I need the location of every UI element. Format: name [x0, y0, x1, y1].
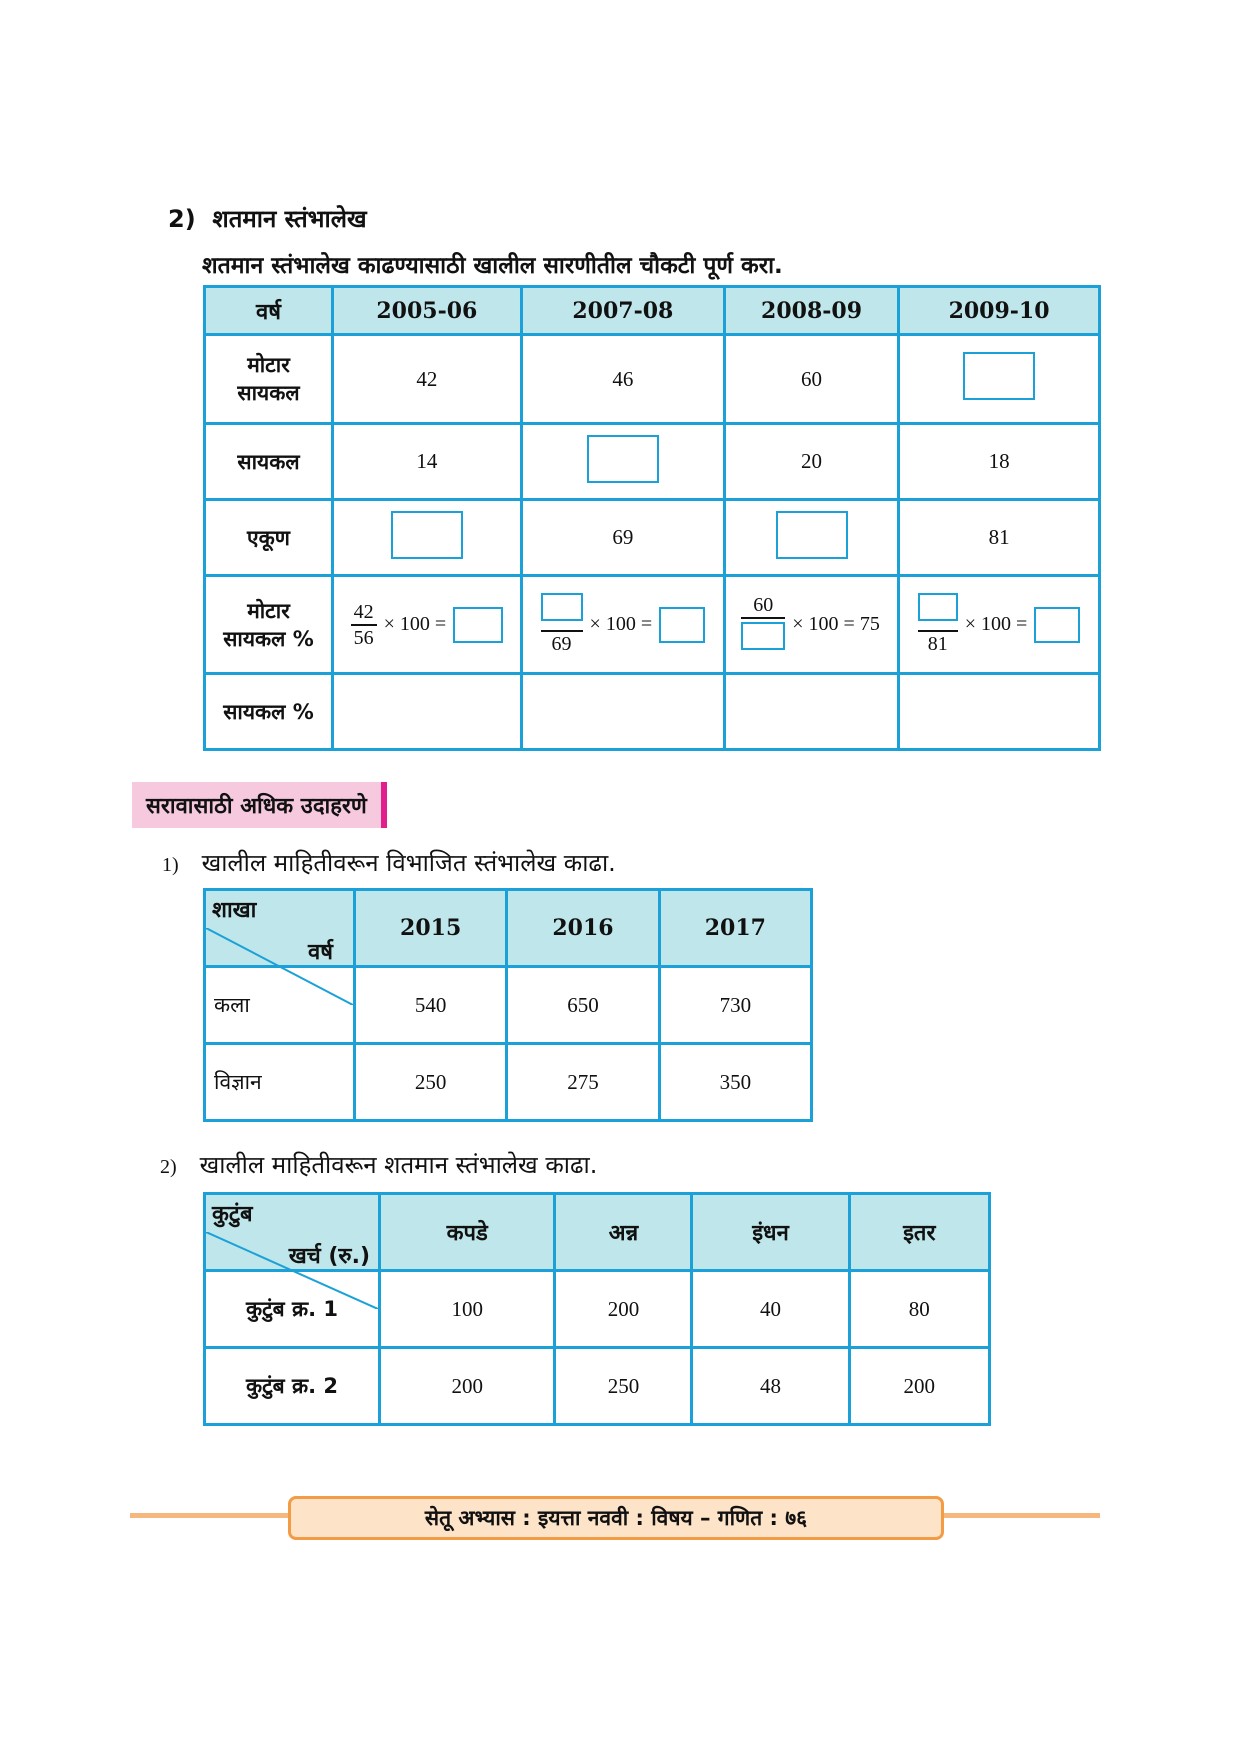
corner-bottom-label: शाखा [212, 898, 257, 923]
cell-blank [521, 424, 724, 500]
answer-box[interactable] [659, 607, 705, 643]
answer-box[interactable] [541, 593, 583, 621]
corner-top-label: वर्ष [308, 940, 333, 965]
question-text: खालील माहितीवरून शतमान स्तंभालेख काढा. [199, 1151, 598, 1179]
answer-box[interactable] [918, 593, 958, 621]
corner-cell [205, 1194, 380, 1271]
cell-formula: 60 × 100 = 75 [724, 576, 898, 674]
answer-box[interactable] [776, 511, 848, 559]
header-2005-06: 2005-06 [333, 287, 522, 335]
fraction: 60 [741, 593, 785, 656]
row-label-total: एकूण [205, 500, 333, 576]
table-header-row [205, 1194, 990, 1271]
table-row [205, 335, 1100, 424]
corner-bottom-label: कुटुंब [212, 1202, 253, 1227]
cell-value: 200 [380, 1348, 555, 1425]
cell-value: 350 [659, 1044, 811, 1121]
answer-box[interactable] [1034, 607, 1080, 643]
cell-blank [724, 500, 898, 576]
row-label-cycle-pct: सायकल % [205, 674, 333, 750]
cell-value: 250 [555, 1348, 692, 1425]
cell-value: 100 [380, 1271, 555, 1348]
header-fuel: इंधन [692, 1194, 849, 1271]
fraction: 69 [541, 593, 583, 656]
percentage-table [203, 285, 1101, 751]
answer-box[interactable] [741, 622, 785, 650]
header-clothes: कपडे [380, 1194, 555, 1271]
table-row [205, 674, 1100, 750]
cell-blank[interactable] [724, 674, 898, 750]
header-other: इतर [849, 1194, 989, 1271]
row-label: कुटुंब क्र. 1 [205, 1271, 380, 1348]
row-label: कला [205, 967, 355, 1044]
row-label: विज्ञान [205, 1044, 355, 1121]
cell-value: 40 [692, 1271, 849, 1348]
cell-blank[interactable] [333, 674, 522, 750]
practice-badge: सरावासाठी अधिक उदाहरणे [132, 782, 387, 828]
cell-value: 14 [333, 424, 522, 500]
cell-value: 80 [849, 1271, 989, 1348]
question-text: खालील माहितीवरून विभाजित स्तंभालेख काढा. [201, 849, 616, 877]
table-row [205, 1044, 812, 1121]
row-label-motorcycle-pct: मोटार सायकल % [205, 576, 333, 674]
cell-formula: 69 × 100 = [521, 576, 724, 674]
cell-value: 18 [899, 424, 1100, 500]
cell-value: 46 [521, 335, 724, 424]
table-header-row [205, 287, 1100, 335]
section-instruction: शतमान स्तंभालेख काढण्यासाठी खालील सारणीतील चौकटी पूर्ण करा. [202, 253, 783, 279]
cell-value: 730 [659, 967, 811, 1044]
row-label-motorcycle: मोटार सायकल [205, 335, 333, 424]
branch-table [203, 888, 813, 1122]
table-row [205, 1348, 990, 1425]
header-2009-10: 2009-10 [899, 287, 1100, 335]
question-1 [162, 846, 616, 879]
table-row [205, 500, 1100, 576]
cell-blank [333, 500, 522, 576]
row-label-cycle: सायकल [205, 424, 333, 500]
cell-blank[interactable] [521, 674, 724, 750]
cell-formula: $\frac{42}{56}$ × 100 = [333, 576, 522, 674]
fraction: 81 [918, 593, 958, 656]
cell-value: 69 [521, 500, 724, 576]
cell-value: 540 [355, 967, 507, 1044]
cell-blank[interactable] [899, 674, 1100, 750]
expense-table [203, 1192, 991, 1426]
question-number: 2) [160, 1156, 177, 1178]
header-year-label: वर्ष [205, 287, 333, 335]
answer-box[interactable] [963, 352, 1035, 400]
question-number: 1) [162, 854, 179, 876]
cell-blank [899, 335, 1100, 424]
corner-top-label: खर्च (रु.) [288, 1244, 370, 1269]
cell-value: 20 [724, 424, 898, 500]
answer-box[interactable] [587, 435, 659, 483]
cell-value: 60 [724, 335, 898, 424]
header-2007-08: 2007-08 [521, 287, 724, 335]
footer-banner: सेतू अभ्यास : इयत्ता नववी : विषय – गणित : ७६ [288, 1496, 944, 1540]
cell-formula: 81 × 100 = [899, 576, 1100, 674]
answer-box[interactable] [391, 511, 463, 559]
cell-value: 250 [355, 1044, 507, 1121]
table-row [205, 424, 1100, 500]
cell-value: 48 [692, 1348, 849, 1425]
header-year: 2016 [507, 890, 659, 967]
header-year: 2017 [659, 890, 811, 967]
header-2008-09: 2008-09 [724, 287, 898, 335]
table-row [205, 576, 1100, 674]
section-number: 2) [168, 205, 196, 233]
table-header-row [205, 890, 812, 967]
fraction: $\frac{42}{56}$ [351, 600, 377, 650]
section-heading [168, 202, 367, 235]
answer-box[interactable] [453, 607, 503, 643]
cell-value: 81 [899, 500, 1100, 576]
section-title: शतमान स्तंभालेख [212, 205, 367, 233]
cell-value: 200 [555, 1271, 692, 1348]
corner-cell [205, 890, 355, 967]
cell-value: 275 [507, 1044, 659, 1121]
row-label: कुटुंब क्र. 2 [205, 1348, 380, 1425]
question-2 [160, 1148, 597, 1181]
cell-value: 200 [849, 1348, 989, 1425]
header-food: अन्न [555, 1194, 692, 1271]
header-year: 2015 [355, 890, 507, 967]
cell-value: 42 [333, 335, 522, 424]
cell-value: 650 [507, 967, 659, 1044]
